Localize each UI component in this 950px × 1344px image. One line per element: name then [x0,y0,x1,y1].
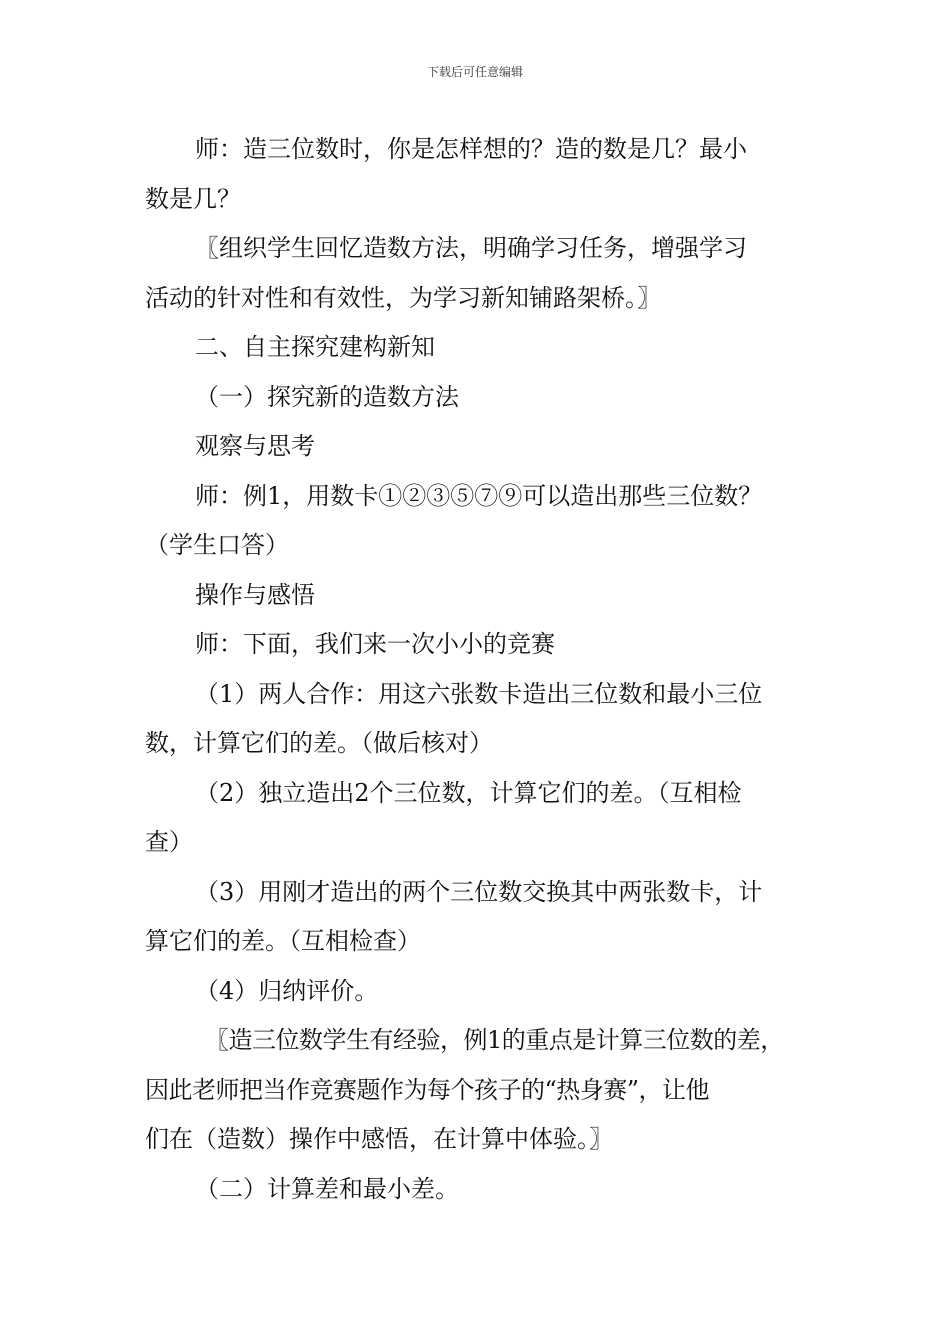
text-line: 师：下面，我们来一次小小的竞赛 [195,630,555,658]
text-line: （学生口答） [145,531,289,559]
document-body [145,125,810,1214]
text-line: 〖组织学生回忆造数方法，明确学习任务，增强学习 [195,234,747,262]
subsection-heading: （二）计算差和最小差。 [195,1174,459,1203]
text-line: 数，计算它们的差。（做后核对） [145,729,493,757]
text-line: （4）归纳评价。 [195,976,379,1005]
text-line: （1）两人合作：用这六张数卡造出三位数和最小三位 [195,679,763,708]
subsection-heading: （一）探究新的造数方法 [195,382,459,411]
section-heading: 二、自主探究建构新知 [195,333,435,361]
text-line: 查） [145,828,193,856]
text-line: 师：造三位数时，你是怎样想的？造的数是几？最小 [195,135,747,163]
text-line: 〖造三位数学生有经验，例1的重点是计算三位数的差， [205,1026,784,1054]
text-line: 数是几？ [145,184,241,213]
text-line: 算它们的差。（互相检查） [145,927,421,955]
text-line: 们在（造数）操作中感悟，在计算中体验。〗 [145,1125,613,1153]
text-line: 师：例1，用数卡①②③⑤⑦⑨可以造出那些三位数？ [195,481,763,510]
subheading: 操作与感悟 [195,580,315,609]
text-line: （2）独立造出2个三位数，计算它们的差。（互相检 [195,778,742,807]
text-line: （3）用刚才造出的两个三位数交换其中两张数卡，计 [195,877,763,906]
text-line: 因此老师把当作竞赛题作为每个孩子的“热身赛”，让他 [145,1075,710,1104]
subheading: 观察与思考 [195,432,315,460]
text-line: 活动的针对性和有效性，为学习新知铺路架桥。〗 [145,283,661,312]
page-header: 下载后可任意编辑 [426,65,523,79]
